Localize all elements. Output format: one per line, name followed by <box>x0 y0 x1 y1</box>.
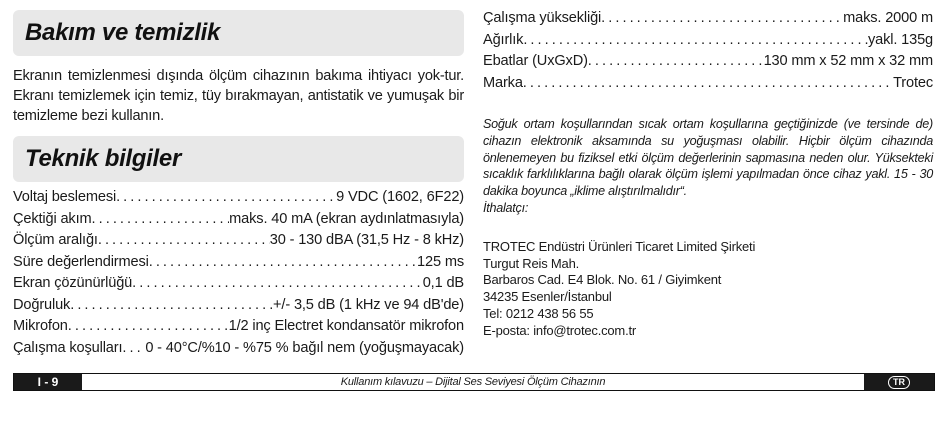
page-footer <box>13 373 935 391</box>
spec-value: 1/2 inç Electret kondansatör mikrofon <box>228 318 464 334</box>
spec-value: 9 VDC (1602, 6F22) <box>336 189 464 205</box>
leader-dots <box>92 209 230 231</box>
spec-row <box>483 73 933 95</box>
spec-value: maks. 40 mA (ekran aydınlatmasıyla) <box>229 210 464 227</box>
leader-dots <box>122 338 145 360</box>
spec-key: Çektiği akım <box>13 210 92 227</box>
spec-value: 30 - 130 dBA (31,5 Hz - 8 kHz) <box>269 232 464 248</box>
leader-dots <box>588 51 764 73</box>
spec-row <box>483 8 933 30</box>
care-heading-box <box>13 10 464 56</box>
spec-row <box>13 252 464 274</box>
address-line: TROTEC Endüstri Ürünleri Ticaret Limited Şirketi <box>483 238 756 254</box>
importer-address <box>483 239 933 340</box>
language-code: TR <box>888 376 910 389</box>
care-text: Ekranın temizlenmesi dışında ölçüm cihazının bakıma ihtiyacı yok-tur. Ekranı temizlemek için temiz, tüy bırakmayan, antistatik ve yumuşak bir temizleme bezi kullanın. <box>13 68 464 124</box>
page-number: I - 9 <box>14 374 82 390</box>
spec-value: 125 ms <box>417 253 464 270</box>
spec-row <box>13 295 464 317</box>
spec-key: Voltaj beslemesi <box>13 189 117 205</box>
note-text: Soğuk ortam koşullarından sıcak ortam koşullarına geçtiğinizde (ve tersinde de) cihazın elektronik aksamında su yoğuşması olabilir. Hiçbir ölçüm cihazında önlenemeyen bu fiziksel etki ölçüm değerlerinin sapmasına neden olur. Yüksekteki sıcaklık farklılıklarına bağlı olarak ölçüm işlemi yapılmadan önce cihaz yakl. 15 - 30 dakika boyunca „iklime alıştırılmalıdır“. <box>483 117 933 199</box>
address-line: Barbaros Cad. E4 Blok. No. 61 / Giyimkent <box>483 272 722 288</box>
address-line: Turgut Reis Mah. <box>483 255 580 271</box>
spec-value: yakl. 135g <box>867 31 933 48</box>
spec-value: 0,1 dB <box>422 275 464 291</box>
spec-key: Mikrofon <box>13 318 68 334</box>
spec-value: 0 - 40°C/%10 - %75 % bağıl nem (yoğuşmayacak) <box>145 339 464 356</box>
leader-dots <box>601 8 843 30</box>
phone-line: Tel: 0212 438 56 55 <box>483 305 594 321</box>
spec-list <box>13 187 464 359</box>
spec-row <box>13 209 464 231</box>
leader-dots <box>98 230 270 252</box>
spec-list-continued <box>483 8 933 94</box>
left-column <box>13 10 464 359</box>
spec-key: Çalışma yüksekliği <box>483 10 602 26</box>
spec-value: 130 mm x 52 mm x 32 mm <box>763 53 933 69</box>
spec-key: Süre değerlendirmesi <box>13 253 149 270</box>
spec-key: Ekran çözünürlüğü <box>13 275 133 291</box>
spec-key: Marka <box>483 74 523 91</box>
spec-value: Trotec <box>893 74 933 91</box>
spec-value: maks. 2000 m <box>843 10 933 26</box>
leader-dots <box>149 252 417 274</box>
leader-dots <box>116 187 336 209</box>
leader-dots <box>68 316 229 338</box>
spec-row <box>13 273 464 295</box>
right-column <box>483 8 933 340</box>
spec-key: Çalışma koşulları <box>13 339 123 356</box>
spec-row <box>13 230 464 252</box>
care-heading: Bakım ve temizlik <box>25 19 220 46</box>
spec-row <box>13 338 464 360</box>
address-line: 34235 Esenler/İstanbul <box>483 289 612 305</box>
language-badge <box>864 374 934 390</box>
spec-row <box>13 187 464 209</box>
spec-key: Ebatlar (UxGxD) <box>483 53 588 69</box>
spec-row <box>483 51 933 73</box>
leader-dots <box>523 73 893 95</box>
leader-dots <box>132 273 423 295</box>
tech-heading: Teknik bilgiler <box>25 145 181 172</box>
spec-key: Ağırlık <box>483 31 524 48</box>
leader-dots <box>523 30 868 52</box>
importer-label: İthalatçı: <box>483 200 529 215</box>
condensation-note <box>483 116 933 217</box>
spec-value: +/- 3,5 dB (1 kHz ve 94 dB'de) <box>273 296 464 313</box>
spec-row <box>483 30 933 52</box>
leader-dots <box>70 295 273 317</box>
spec-row <box>13 316 464 338</box>
email-line: E-posta: info@trotec.com.tr <box>483 322 637 338</box>
spec-key: Doğruluk <box>13 296 71 313</box>
spec-key: Ölçüm aralığı <box>13 232 98 248</box>
footer-title: Kullanım kılavuzu – Dijital Ses Seviyesi Ölçüm Cihazının <box>340 376 606 388</box>
tech-heading-box <box>13 136 464 182</box>
